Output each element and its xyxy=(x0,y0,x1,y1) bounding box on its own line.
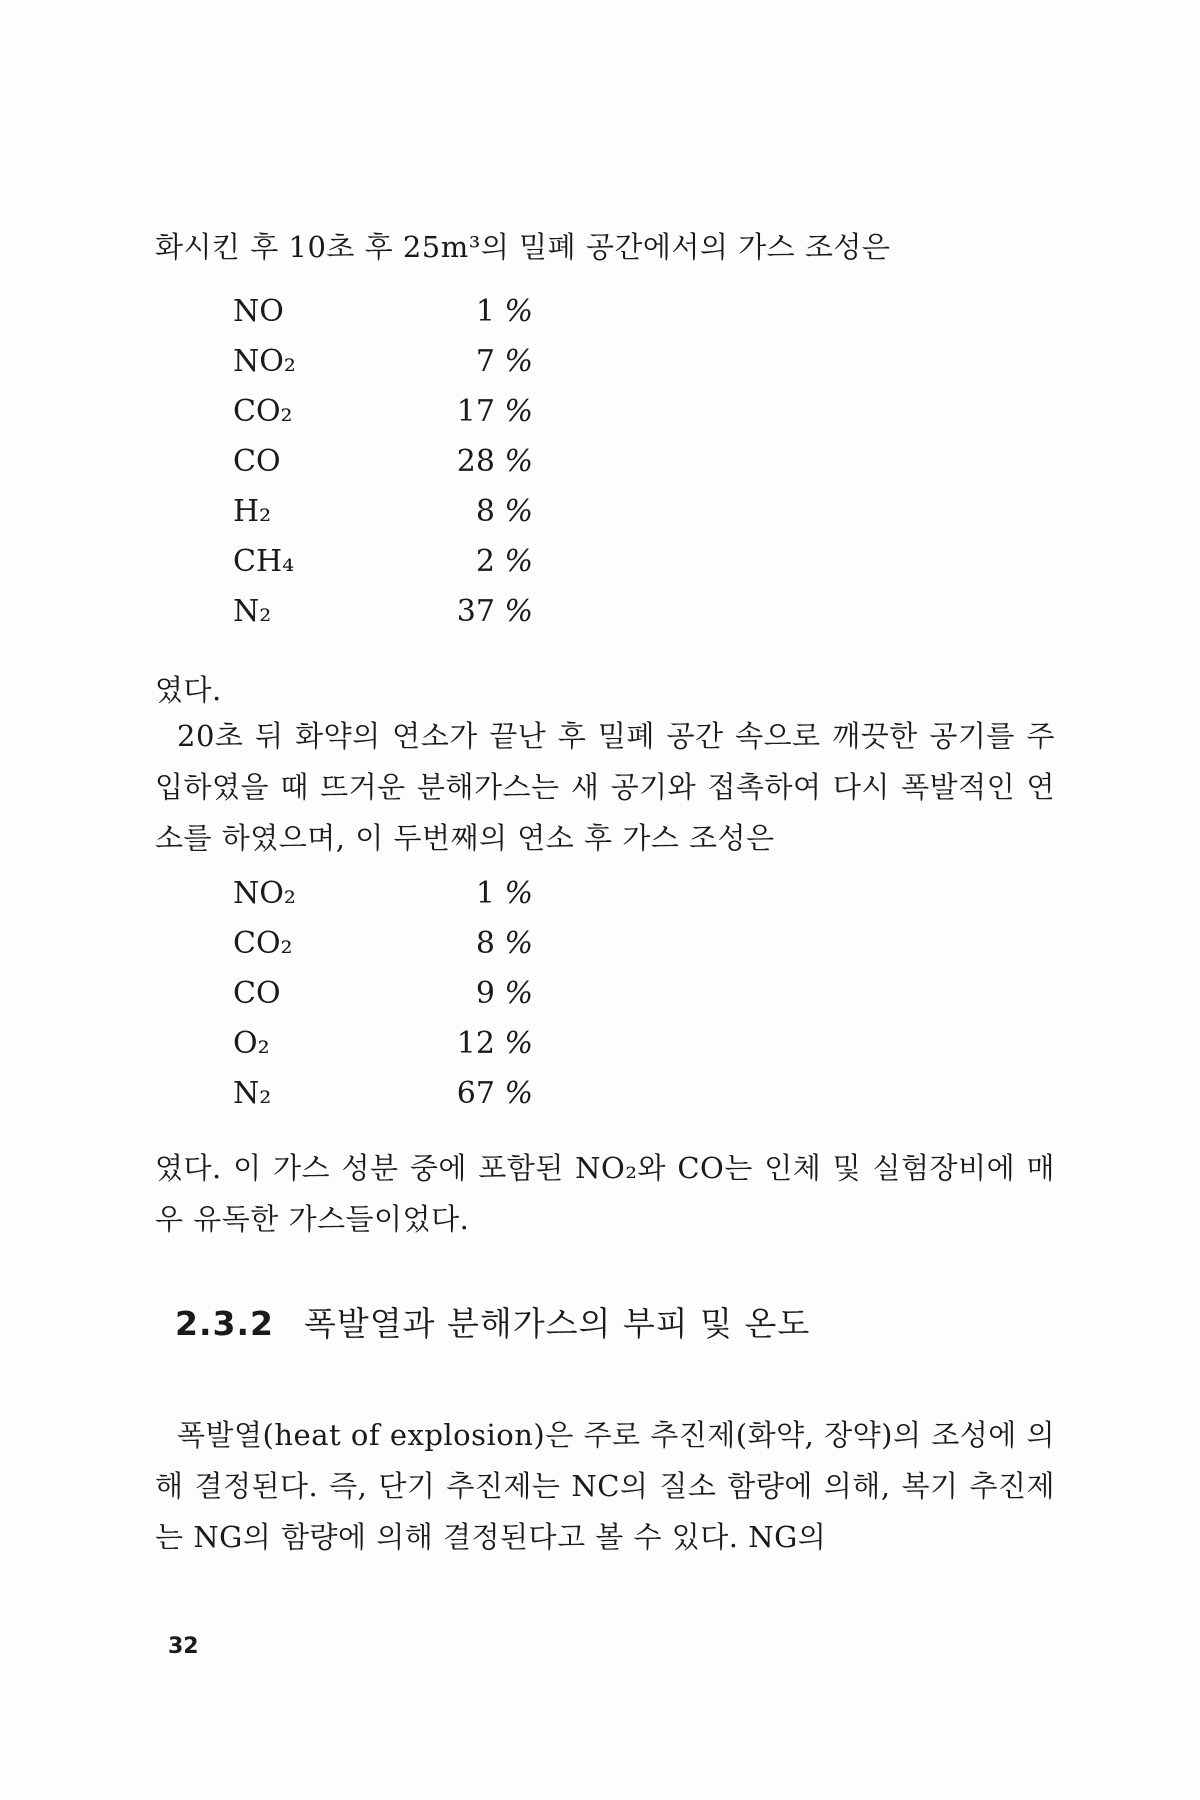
table-row xyxy=(233,344,533,394)
table-row xyxy=(233,1076,533,1126)
gas-formula: NO₂ xyxy=(233,876,296,911)
gas-composition-table-1 xyxy=(233,294,533,644)
gas-formula: N₂ xyxy=(233,1076,272,1111)
gas-percent: 8 % xyxy=(475,494,533,529)
gas-percent: 8 % xyxy=(475,926,533,961)
table-row xyxy=(233,976,533,1026)
gas-formula: CO xyxy=(233,444,281,479)
gas-formula: O₂ xyxy=(233,1026,270,1061)
intro-paragraph: 화시킨 후 10초 후 25m³의 밀폐 공간에서의 가스 조성은 xyxy=(155,230,891,264)
gas-formula: H₂ xyxy=(233,494,272,529)
page-number: 32 xyxy=(168,1634,199,1659)
table-row xyxy=(233,294,533,344)
table-row xyxy=(233,394,533,444)
section-title: 폭발열과 분해가스의 부피 및 온도 xyxy=(303,1304,811,1343)
table-row xyxy=(233,876,533,926)
gas-formula: N₂ xyxy=(233,594,272,629)
gas-percent: 12 % xyxy=(456,1026,533,1061)
gas-percent: 67 % xyxy=(456,1076,533,1111)
paragraph-end-1: 였다. xyxy=(155,673,222,707)
table-row xyxy=(233,494,533,544)
gas-formula: NO xyxy=(233,294,284,329)
table-row xyxy=(233,444,533,494)
gas-percent: 9 % xyxy=(475,976,533,1011)
table-row xyxy=(233,926,533,976)
gas-percent: 1 % xyxy=(475,294,533,329)
paragraph-heat-of-explosion: 폭발열(heat of explosion)은 주로 추진제(화약, 장약)의 조성에 의해 결정된다. 즉, 단기 추진제는 NC의 질소 함량에 의해, 복기 추진제는 NG의 함량에 의해 결정된다고 볼 수 있다. NG의 xyxy=(155,1418,1055,1554)
gas-percent: 7 % xyxy=(475,344,533,379)
gas-formula: CO₂ xyxy=(233,394,293,429)
gas-percent: 1 % xyxy=(475,876,533,911)
gas-percent: 17 % xyxy=(456,394,533,429)
gas-formula: NO₂ xyxy=(233,344,296,379)
section-heading xyxy=(175,1298,810,1345)
table-row xyxy=(233,544,533,594)
table-row xyxy=(233,594,533,644)
paragraph-second-combustion: 20초 뒤 화약의 연소가 끝난 후 밀폐 공간 속으로 깨끗한 공기를 주입하였을 때 뜨거운 분해가스는 새 공기와 접촉하여 다시 폭발적인 연소를 하였으며, 이 두번째의 연소 후 가스 조성은 xyxy=(155,719,1055,855)
gas-formula: CO xyxy=(233,976,281,1011)
section-number: 2.3.2 xyxy=(175,1304,274,1343)
gas-percent: 37 % xyxy=(456,594,533,629)
gas-formula: CH₄ xyxy=(233,544,295,579)
gas-percent: 28 % xyxy=(456,444,533,479)
table-row xyxy=(233,1026,533,1076)
gas-percent: 2 % xyxy=(475,544,533,579)
paragraph-toxic-gases: 였다. 이 가스 성분 중에 포함된 NO₂와 CO는 인체 및 실험장비에 매우 유독한 가스들이었다. xyxy=(155,1151,1055,1236)
gas-formula: CO₂ xyxy=(233,926,293,961)
gas-composition-table-2 xyxy=(233,876,533,1126)
